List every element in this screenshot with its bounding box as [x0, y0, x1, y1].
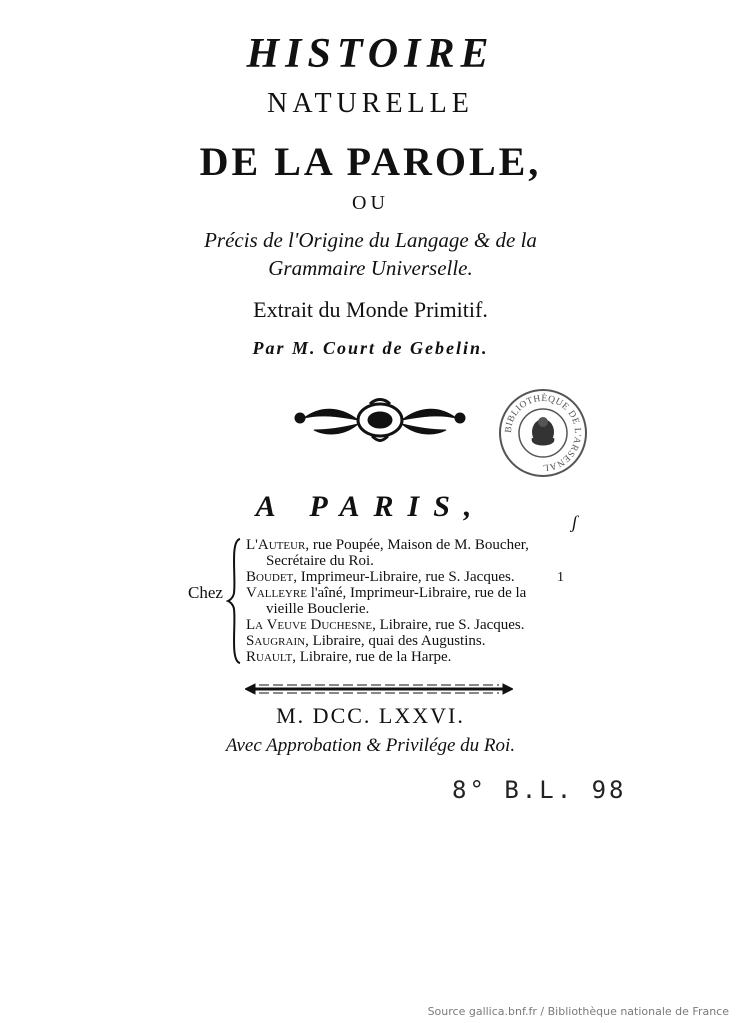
seller-address: , Imprimeur-Libraire, rue S. Jacques.	[293, 569, 515, 585]
seller-line	[246, 569, 529, 585]
title-line-ou: OU	[352, 192, 389, 214]
place-line: A PARIS,	[255, 490, 486, 523]
seller-line	[246, 585, 529, 601]
curly-brace-icon	[226, 537, 242, 665]
seller-line	[246, 633, 529, 649]
seller-address: , Libraire, rue de la Harpe.	[292, 649, 452, 665]
seller-line	[246, 617, 529, 633]
subtitle-line-1: Précis de l'Origine du Langage & de la	[204, 228, 537, 252]
seller-name: Ruault	[246, 649, 293, 665]
chez-label: Chez	[188, 583, 223, 602]
margin-mark-number: 1	[557, 570, 564, 585]
imprint-year: M. DCC. LXXVI.	[276, 703, 465, 728]
seller-line	[246, 553, 529, 569]
title-line-naturelle: NATURELLE	[267, 88, 474, 119]
seller-name: Valleyre	[246, 585, 307, 601]
extract-line: Extrait du Monde Primitif.	[253, 297, 488, 322]
seller-address: l'aîné, Imprimeur-Libraire, rue de la	[306, 585, 527, 601]
shelfmark-stamp: 8° B.L. 98	[452, 776, 627, 804]
source-footer: Source gallica.bnf.fr / Bibliothèque nationale de France	[427, 1005, 729, 1018]
subtitle-line-2: Grammaire Universelle.	[268, 256, 473, 280]
seller-name: Boudet	[246, 569, 294, 585]
seller-address: vieille Bouclerie.	[266, 601, 370, 617]
booksellers-list	[246, 537, 529, 665]
margin-pen-mark: ʃ	[572, 512, 578, 532]
title-line-histoire: HISTOIRE	[246, 31, 495, 77]
title-line-de-la-parole: DE LA PAROLE,	[199, 139, 542, 184]
seller-address: , Libraire, rue S. Jacques.	[372, 617, 525, 633]
seller-address: , Libraire, quai des Augustins.	[305, 633, 486, 649]
author-line: Par M. Court de Gebelin.	[252, 338, 489, 358]
seller-line	[246, 601, 529, 617]
seller-name: L'Auteur	[246, 537, 306, 553]
printer-ornament-icon	[290, 396, 470, 442]
seller-name: Saugrain	[246, 633, 306, 649]
seller-name: La Veuve Duchesne	[246, 617, 373, 633]
seller-address: , rue Poupée, Maison de M. Boucher,	[305, 537, 529, 553]
decorative-rule-icon	[245, 683, 513, 695]
approbation-line: Avec Approbation & Privilége du Roi.	[225, 735, 516, 756]
seller-address: Secrétaire du Roi.	[266, 553, 374, 569]
seller-line	[246, 537, 529, 553]
stamp-ring-text: BIBLIOTHÈQUE DE L'ARSENAL	[503, 393, 583, 473]
library-stamp-icon	[498, 388, 588, 478]
seller-line	[246, 649, 529, 665]
